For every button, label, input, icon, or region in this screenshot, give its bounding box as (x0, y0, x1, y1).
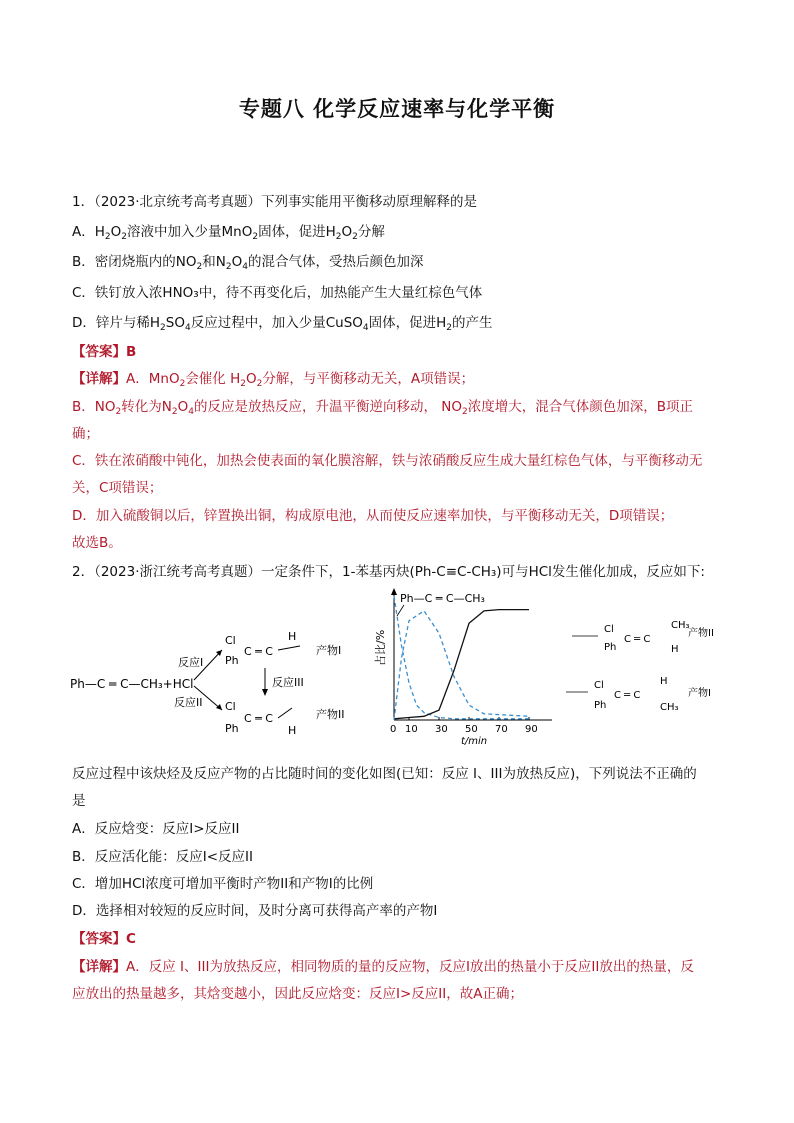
y-axis-label: 占比/% (374, 629, 387, 666)
curve-label-p2: 产物II (688, 628, 714, 639)
q1-answer: 【答案】B (72, 344, 137, 360)
q2-after-text: 反应过程中该炔烃及反应产物的占比随时间的变化如图(已知：反应 I、III为放热反应)，下列说法不正确的 (72, 766, 697, 782)
p1-structure-text: H (660, 676, 668, 687)
series-line (394, 596, 529, 719)
curve-label-p1: 产物I (688, 688, 711, 699)
reactant: Ph—C ═ C—CH₃+HCl (70, 677, 194, 691)
x-tick-label: 0 (390, 724, 397, 735)
p1-ceqc: C ═ C (244, 645, 273, 658)
q1-option-d: D．锌片与稀$H_2SO_4$反应过程中，加入少量CuSO$_4$固体，促进$H_2$的产生 (72, 315, 493, 333)
page-title: 专题八 化学反应速率与化学平衡 (238, 97, 556, 121)
p2-structure-text: H (671, 644, 679, 655)
label-r3: 反应III (272, 676, 304, 689)
curve-label-reactant: Ph—C ═ C—CH₃ (400, 592, 485, 605)
x-tick-label: 90 (525, 724, 538, 735)
q1-option-c: C．铁钉放入浓HNO₃中，待不再变化后，加热能产生大量红棕色气体 (72, 285, 483, 301)
series-line (394, 610, 529, 719)
q2-option-b: B．反应活化能：反应I<反应II (72, 849, 254, 865)
leader-line (397, 605, 404, 616)
q2-option-a: A．反应焓变：反应I>反应II (72, 821, 240, 837)
q1-detail-d: D．加入硫酸铜以后，锌置换出铜，构成原电池，从而使反应速率加快，与平衡移动无关，D项错误； (72, 508, 674, 524)
p2-structure-text: Ph (604, 642, 617, 653)
p1-structure-text: Cl (594, 680, 604, 691)
q1-stem: 1．（2023·北京统考高考真题）下列事实能用平衡移动原理解释的是 (72, 194, 477, 210)
q1-detail-b: B．$NO_2$转化为$N_2O_4$的反应是放热反应，升温平衡逆向移动， $NO_2$浓度增大，混合气体颜色加深，B项正 (72, 399, 693, 417)
x-axis-label: t/min (461, 736, 488, 747)
p1-cl: Cl (225, 634, 236, 647)
q1-detail-a: 【详解】A．MnO$_2$会催化 $H_2O_2$分解，与平衡移动无关，A项错误； (72, 371, 475, 389)
x-tick-label: 50 (465, 724, 478, 735)
p2-ph: Ph (225, 722, 239, 735)
q1-detail-b-cont: 确； (72, 426, 99, 442)
p1-ph: Ph (225, 654, 239, 667)
p2-label: 产物II (316, 708, 345, 721)
y-axis-arrow (391, 588, 397, 595)
q2-option-c: C．增加HCl浓度可增加平衡时产物II和产物I的比例 (72, 876, 374, 892)
q1-detail-c-cont: 关，C项错误； (72, 480, 163, 496)
p2-structure-text: C ═ C (624, 634, 651, 645)
ratio-chart (376, 588, 726, 756)
reaction-scheme (70, 588, 370, 756)
p1-structure-text: C ═ C (614, 690, 641, 701)
p1-structure-text: CH₃ (660, 702, 679, 713)
q2-figure (70, 588, 730, 756)
p2-ceqc: C ═ C (244, 712, 273, 725)
q1-detail-c: C．铁在浓硝酸中钝化，加热会使表面的氧化膜溶解，铁与浓硝酸反应生成大量红棕色气体，与平衡移动无 (72, 453, 703, 469)
q2-after-text-cont: 是 (72, 793, 86, 809)
x-tick-label: 70 (495, 724, 508, 735)
q2-option-d: D．选择相对较短的反应时间，及时分离可获得高产率的产物I (72, 903, 438, 919)
q1-option-a: A．$H_2O_2$溶液中加入少量MnO$_2$固体，促进$H_2O_2$分解 (72, 224, 385, 242)
label-r2: 反应II (174, 696, 203, 709)
p2-h: H (288, 724, 297, 737)
q1-option-b: B．密闭烧瓶内的$NO_2$和$N_2O_4$的混合气体，受热后颜色加深 (72, 254, 424, 272)
p1-label: 产物I (316, 644, 342, 657)
q2-answer: 【答案】C (72, 931, 136, 947)
p2-cl: Cl (225, 700, 236, 713)
series-line (394, 611, 529, 720)
x-tick-label: 30 (435, 724, 448, 735)
p2-structure-text: Cl (604, 624, 614, 635)
q2-detail-cont: 应放出的热量越多，其焓变越小，因此反应焓变：反应I>反应II，故A正确； (72, 986, 523, 1002)
p1-structure-text: Ph (594, 700, 607, 711)
p2-structure-text: CH₃ (671, 620, 690, 631)
q1-conclusion: 故选B。 (72, 535, 122, 551)
q2-detail: 【详解】A．反应 I、III为放热反应，相同物质的量的反应物，反应I放出的热量小于反应II放出的热量，反 (72, 959, 694, 975)
q2-stem: 2．（2023·浙江统考高考真题）一定条件下，1-苯基丙炔(Ph-C≡C-CH₃)可与HCl发生催化加成，反应如下: (72, 564, 705, 580)
label-r1: 反应I (178, 656, 204, 669)
x-tick-label: 10 (405, 724, 418, 735)
p1-h: H (288, 630, 297, 643)
